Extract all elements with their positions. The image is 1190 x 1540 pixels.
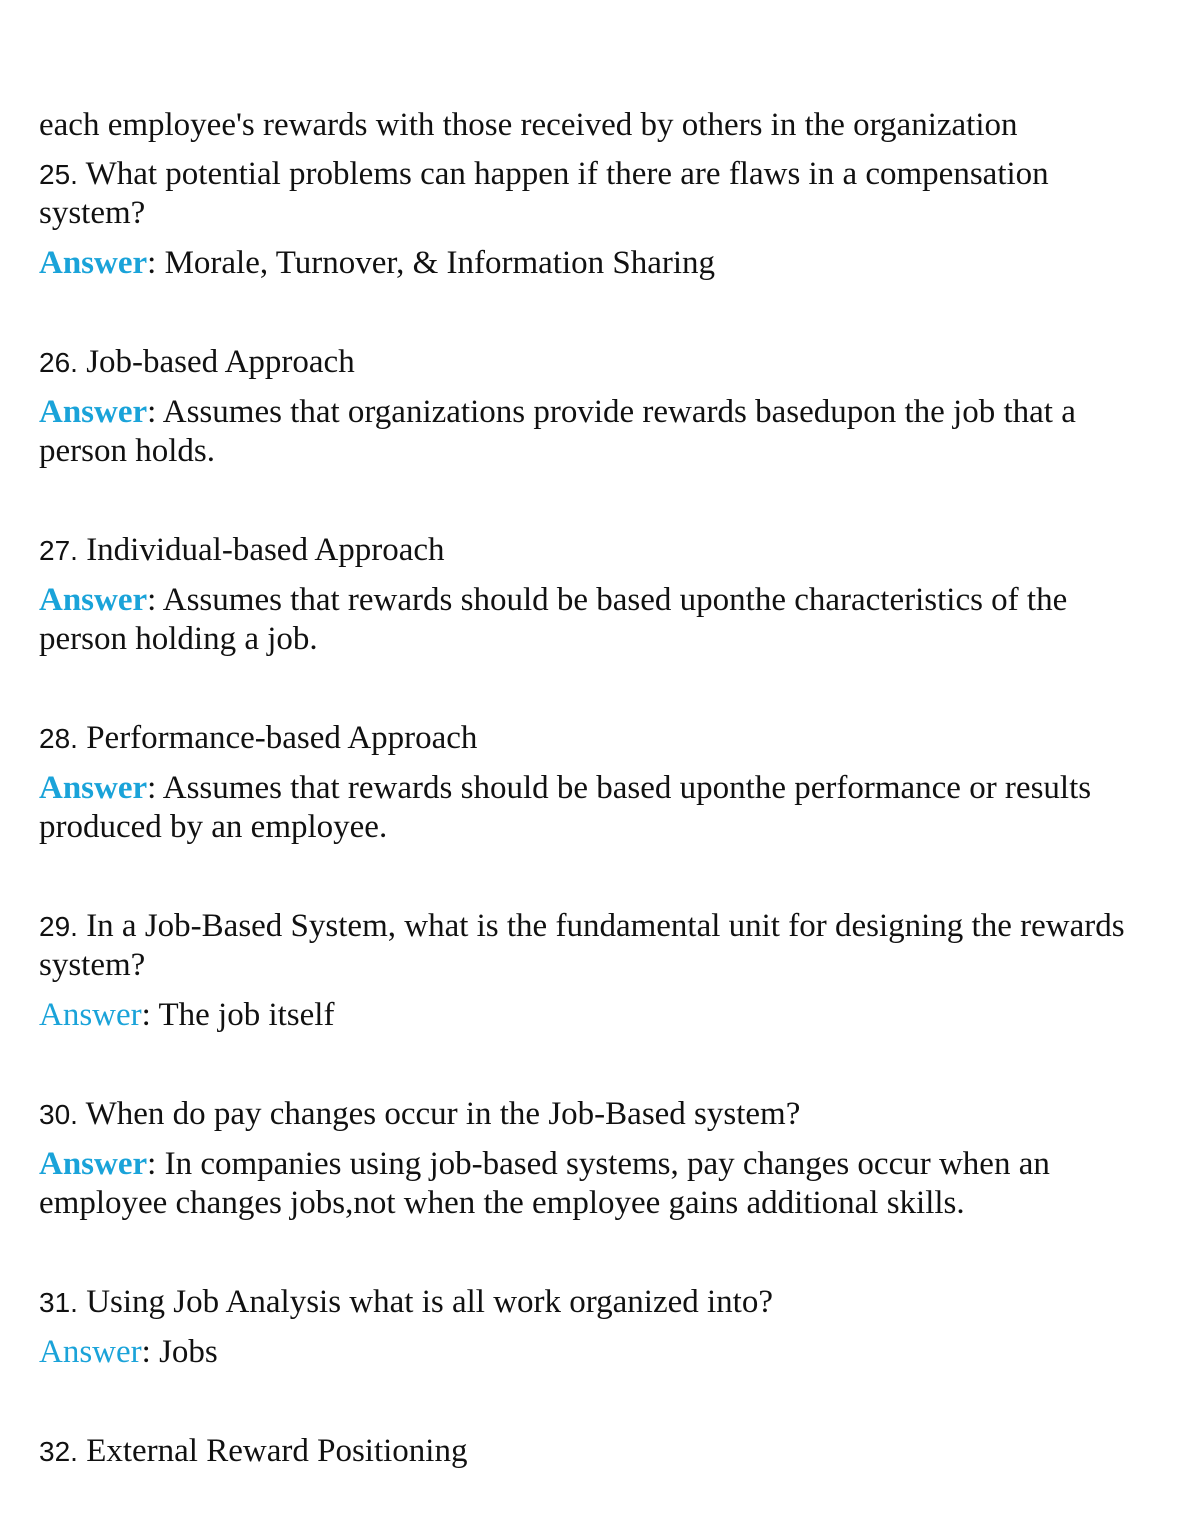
answer-label: Answer [39,997,142,1033]
answer-text: : The job itself [141,997,335,1033]
answer-25 [39,244,1149,283]
question-number: 27. [39,535,78,566]
answer-text: : Assumes that rewards should be based uponthe characteristics of the person holding a job. [39,582,1068,657]
answer-label: Answer [39,582,148,618]
question-number: 31. [39,1287,78,1318]
qa-item-31 [39,1283,1149,1372]
answer-26 [39,393,1149,471]
question-28 [39,719,1149,758]
answer-text: : Jobs [141,1334,218,1370]
qa-item-27 [39,531,1149,659]
qa-item-25 [39,155,1149,283]
question-text: Individual-based Approach [77,532,445,568]
answer-31 [39,1333,1149,1372]
question-25 [39,155,1149,233]
answer-text: : Assumes that organizations provide rewards basedupon the job that a person holds. [39,394,1076,469]
answer-30 [39,1145,1149,1223]
question-text: What potential problems can happen if there are flaws in a compensation system? [39,156,1049,231]
answer-text: : In companies using job-based systems, pay changes occur when an employee changes jobs,not when the employee gains additional skills. [39,1146,1050,1221]
question-26 [39,343,1149,382]
answer-label: Answer [39,770,148,806]
question-number: 32. [39,1436,78,1467]
question-number: 30. [39,1099,78,1130]
question-number: 28. [39,723,78,754]
answer-label: Answer [39,245,148,281]
answer-27 [39,581,1149,659]
question-text: External Reward Positioning [77,1433,468,1469]
answer-29 [39,996,1149,1035]
document-page [39,106,1149,1471]
answer-label: Answer [39,1334,142,1370]
answer-label: Answer [39,394,148,430]
qa-item-29 [39,907,1149,1035]
continued-text: each employee's rewards with those received by others in the organization [39,107,1018,143]
answer-label: Answer [39,1146,148,1182]
question-text: Performance-based Approach [77,720,478,756]
question-29 [39,907,1149,985]
question-32 [39,1432,1149,1471]
question-number: 29. [39,911,78,942]
qa-item-30 [39,1095,1149,1223]
question-31 [39,1283,1149,1322]
question-number: 25. [39,159,78,190]
question-text: In a Job-Based System, what is the fundamental unit for designing the rewards system? [39,908,1125,983]
question-text: When do pay changes occur in the Job-Based system? [77,1096,801,1132]
qa-item-26 [39,343,1149,471]
qa-item-28 [39,719,1149,847]
answer-text: : Assumes that rewards should be based uponthe performance or results produced by an employee. [39,770,1092,845]
question-number: 26. [39,347,78,378]
answer-28 [39,769,1149,847]
question-text: Job-based Approach [77,344,355,380]
qa-item-32 [39,1432,1149,1471]
question-text: Using Job Analysis what is all work organized into? [77,1284,773,1320]
question-27 [39,531,1149,570]
answer-text: : Morale, Turnover, & Information Sharing [147,245,716,281]
question-30 [39,1095,1149,1134]
